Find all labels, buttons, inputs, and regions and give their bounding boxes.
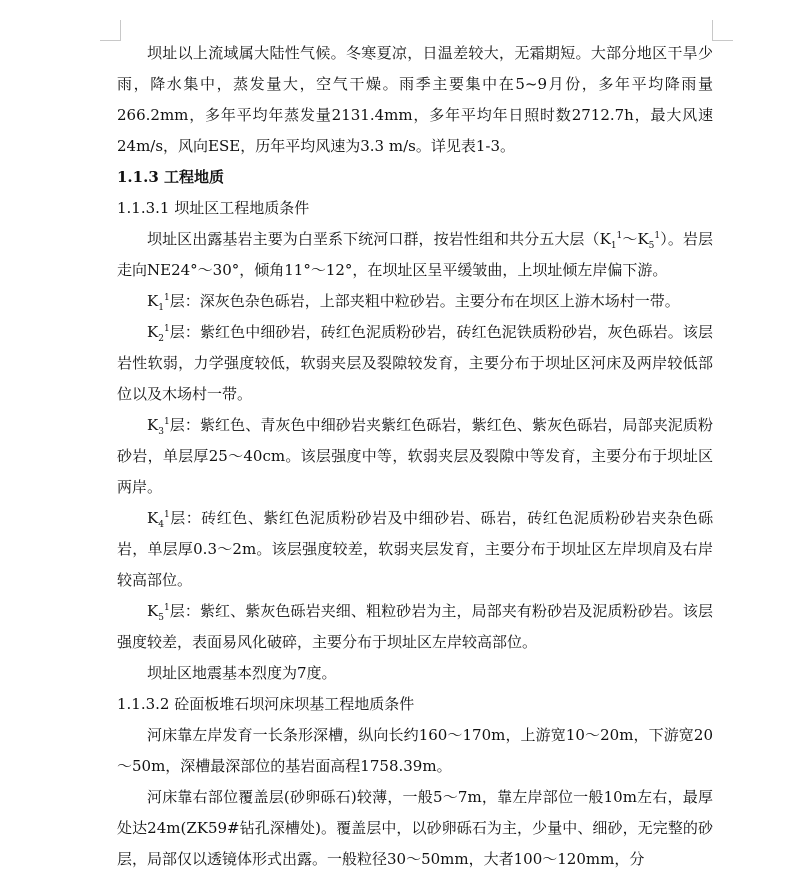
paragraph-layer-k2: $K_2^1$层：紫红色中细砂岩，砖红色泥质粉砂岩，砖红色泥铁质粉砂岩，灰色砾岩。该层岩性软弱，力学强度较低，软弱夹层及裂隙较发育，主要分布于坝址区河床及两岸较低部位以及木场村一带。 — [117, 323, 713, 403]
document-page — [117, 38, 713, 875]
paragraph-climate: 坝址以上流域属大陆性气候。冬寒夏凉，日温差较大，无霜期短。大部分地区干旱少雨，降水集中，蒸发量大，空气干燥。雨季主要集中在5~9月份，多年平均降雨量266.2mm，多年平均年蒸发量2131.4mm，多年平均年日照时数2712.7h，最大风速24m/s，风向ESE，历年平均风速为3.3 m/s。详见表1-3。 — [117, 44, 713, 155]
subsection-heading-dam-site-geology: 1.1.3.1 坝址区工程地质条件 — [117, 199, 310, 217]
paragraph-overburden: 河床靠右部位覆盖层(砂卵砾石)较薄，一般5～7m，靠左岸部位一般10m左右，最厚处达24m(ZK59#钻孔深槽处)。覆盖层中，以砂卵砾石为主，少量中、细砂，无完整的砂层，局部仅以透镜体形式出露。一般粒径30～50mm，大者100～120mm，分 — [117, 788, 713, 868]
paragraph-seismic-intensity: 坝址区地震基本烈度为7度。 — [147, 664, 337, 682]
paragraph-layer-k5: $K_5^1$层：紫红、紫灰色砾岩夹细、粗粒砂岩为主，局部夹有粉砂岩及泥质粉砂岩。该层强度较差，表面易风化破碎，主要分布于坝址区左岸较高部位。 — [117, 602, 713, 651]
margin-corner-mark-right — [712, 20, 733, 41]
section-heading-engineering-geology: 1.1.3 工程地质 — [117, 168, 224, 186]
paragraph-deep-trough: 河床靠左岸发育一长条形深槽，纵向长约160～170m，上游宽10～20m，下游宽20～50m，深槽最深部位的基岩面高程1758.39m。 — [117, 726, 713, 775]
paragraph-layer-k3: $K_3^1$层：紫红色、青灰色中细砂岩夹紫红色砾岩，紫红色、紫灰色砾岩，局部夹泥质粉砂岩，单层厚25～40cm。该层强度中等，软弱夹层及裂隙中等发育，主要分布于坝址区两岸。 — [117, 416, 713, 496]
paragraph-bedrock: 坝址区出露基岩主要为白垩系下统河口群，按岩性组和共分五大层$(K_1^1\sim K_5^1)$。岩层走向NE24°～30°，倾角11°～12°，在坝址区呈平缓皱曲，上坝址倾左岸偏下游。 — [117, 230, 713, 279]
paragraph-layer-k4: $K_4^1$层：砖红色、紫红色泥质粉砂岩及中细砂岩、砾岩，砖红色泥质粉砂岩夹杂色砾岩，单层厚0.3～2m。该层强度较差，软弱夹层发育，主要分布于坝址区左岸坝肩及右岸较高部位。 — [117, 509, 713, 589]
subsection-heading-riverbed-foundation: 1.1.3.2 砼面板堆石坝河床坝基工程地质条件 — [117, 695, 415, 713]
paragraph-layer-k1: $K_1^1$层：深灰色杂色砾岩，上部夹粗中粒砂岩。主要分布在坝区上游木场村一带。 — [147, 292, 680, 313]
